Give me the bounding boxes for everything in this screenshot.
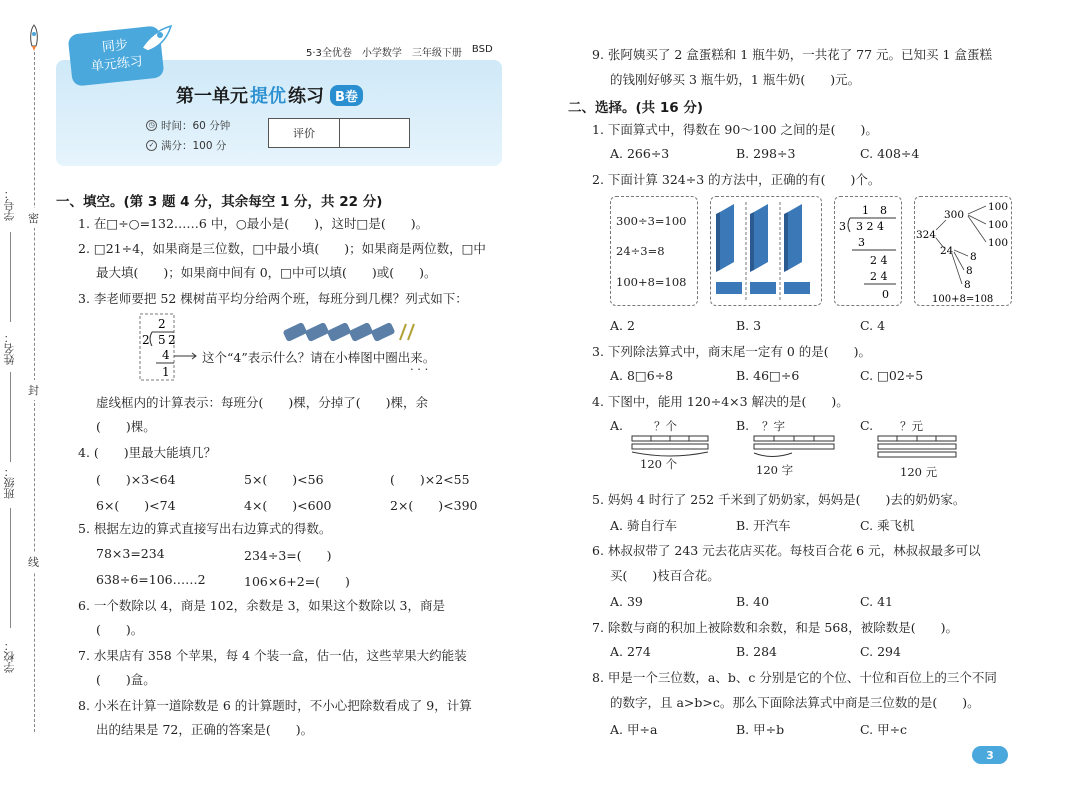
q4-item: 2×( )<390 (390, 498, 478, 513)
field-line-name[interactable] (10, 372, 11, 462)
c5-option-c[interactable]: C. 乘飞机 (860, 518, 915, 533)
q3-remainder: 1 (162, 365, 170, 379)
rocket-icon (26, 24, 42, 52)
question-2-6-line-1: 6. 林叔叔带了 243 元去花店买花。每枝百合花 6 元，林叔叔最多可以 (592, 543, 981, 558)
hundred-block (716, 204, 734, 272)
method-1-line: 300÷3=100 (616, 214, 687, 228)
tree-leaf: 8 (970, 251, 977, 263)
tree-branch-24: 24 (940, 245, 954, 257)
q4-item: 6×( )<74 (96, 498, 176, 513)
c8-option-a[interactable]: A. 甲÷a (610, 722, 658, 737)
c4-c-diagram (876, 432, 960, 462)
q4-item: 5×( )<56 (244, 472, 324, 487)
c2-option-a[interactable]: A. 2 (610, 318, 635, 333)
single-stick (408, 324, 414, 340)
q5-item: 638÷6=106……2 (96, 572, 206, 587)
section-1-heading: 一、填空。(第 3 题 4 分，其余每空 1 分，共 22 分) (56, 194, 383, 210)
paper-tag: B卷 (330, 85, 363, 106)
c4-a-bottom-label: 120 个 (640, 457, 678, 471)
field-line-id[interactable] (10, 232, 11, 322)
m3-step: 2 4 (870, 270, 888, 283)
question-2-8-line-2: 的数字，且 a>b>c。那么下面除法算式中商是三位数的是( )。 (610, 695, 980, 710)
question-1-2-line-2: 最大填( )；如果商中间有 0，□中可以填( )或( )。 (96, 265, 437, 280)
c6-option-c[interactable]: C. 41 (860, 594, 893, 609)
c4-c-bottom-label: 120 元 (900, 465, 938, 479)
c8-option-c[interactable]: C. 甲÷c (860, 722, 908, 737)
stick-bundle (326, 322, 351, 342)
time-row (146, 118, 230, 133)
m3-step: 3 (858, 236, 865, 249)
check-icon: ✓ (146, 140, 157, 151)
badge-line-1: 同步 (101, 37, 129, 56)
ten-rods (750, 282, 776, 294)
c7-option-a[interactable]: A. 274 (610, 644, 651, 659)
question-2-3: 3. 下列除法算式中，商末尾一定有 0 的是( )。 (592, 344, 872, 359)
grade-name: 三年级下册 (411, 48, 462, 59)
q4-item: ( )×2<55 (390, 472, 470, 487)
tree-leaf: 8 (966, 265, 973, 277)
m3-divisor: 3 (839, 220, 846, 233)
field-label-id: 学号： (3, 188, 16, 221)
q4-item: 4×( )<600 (244, 498, 332, 513)
evaluation-box (268, 118, 410, 148)
score-label: 满分：100 分 (161, 140, 227, 152)
c7-option-b[interactable]: B. 284 (736, 644, 777, 659)
seal-char-mid: 封 (28, 380, 39, 400)
field-label-school: 学校： (3, 640, 16, 673)
c6-option-b[interactable]: B. 40 (736, 594, 770, 609)
stick-bundle (282, 322, 307, 342)
c4-b-diagram (752, 432, 838, 460)
single-stick (400, 324, 406, 340)
tree-leaf: 100 (988, 237, 1009, 249)
unit-title (176, 82, 363, 108)
title-part-a: 第一单元 (176, 86, 248, 107)
cube-blocks (714, 202, 818, 300)
question-2-2: 2. 下面计算 324÷3 的方法中，正确的有( )个。 (592, 172, 881, 187)
evaluation-field[interactable] (340, 119, 409, 147)
c6-option-a[interactable]: A. 39 (610, 594, 643, 609)
question-1-7-line-1: 7. 水果店有 358 个苹果，每 4 个装一盒，估一估，这些苹果大约能装 (78, 648, 467, 663)
question-1-3-note: 这个“4”表示什么？请在小棒图中圈出来。 (202, 350, 436, 365)
section-2-heading: 二、选择。(共 16 分) (568, 100, 704, 116)
c4-b-top-label: ？字 (762, 419, 785, 433)
hundred-block (784, 204, 802, 272)
c7-option-c[interactable]: C. 294 (860, 644, 901, 659)
c4-option-c[interactable]: C. (860, 418, 874, 433)
question-1-4: 4. ( )里最大能填几？ (78, 445, 217, 460)
edition-name: BSD (471, 44, 493, 55)
m3-step: 0 (882, 288, 889, 301)
field-label-name: 姓名： (3, 332, 16, 365)
question-2-7: 7. 除数与商的积加上被除数和余数，和是 568，被除数是( )。 (592, 620, 958, 635)
c4-option-a[interactable]: A. (610, 418, 624, 433)
question-1-3-fill-2: ( )棵。 (96, 419, 156, 434)
question-1-5: 5. 根据左边的算式直接写出右边算式的得数。 (78, 521, 332, 536)
ten-rods (716, 282, 742, 294)
question-1-3-fill-1: 虚线框内的计算表示：每班分( )棵，分掉了( )棵，余 (96, 395, 429, 410)
ten-rods (784, 282, 810, 294)
question-1-8-line-2: 出的结果是 72，正确的答案是( )。 (96, 722, 314, 737)
c1-option-a[interactable]: A. 266÷3 (610, 146, 670, 161)
title-part-c: 练习 (288, 86, 324, 107)
question-2-5: 5. 妈妈 4 时行了 252 千米到了奶奶家，妈妈是( )去的奶奶家。 (592, 492, 966, 507)
question-2-4: 4. 下图中，能用 120÷4×3 解决的是( )。 (592, 394, 849, 409)
question-1-8-line-1: 8. 小米在计算一道除数是 6 的计算题时，不小心把除数看成了 9，计算 (78, 698, 472, 713)
badge-line-2: 单元练习 (90, 54, 144, 75)
question-2-8-line-1: 8. 甲是一个三位数，a、b、c 分别是它的个位、十位和百位上的三个不同 (592, 670, 997, 685)
c4-c-top-label: ？元 (900, 419, 923, 433)
tree-branch-300: 300 (944, 209, 965, 221)
question-1-6-line-1: 6. 一个数除以 4，商是 102，余数是 3，如果这个数除以 3，商是 (78, 598, 446, 613)
c1-option-b[interactable]: B. 298÷3 (736, 146, 796, 161)
clock-icon: ◷ (146, 120, 157, 131)
question-1-1: 1. 在□÷○=132……6 中，○最小是( )，这时□是( )。 (78, 216, 429, 231)
m3-quotient: 1 8 (862, 204, 887, 217)
q3-dots: · · · (410, 362, 429, 376)
score-row (146, 138, 226, 153)
question-2-1: 1. 下面算式中，得数在 90～100 之间的是( )。 (592, 122, 878, 137)
c4-a-diagram (630, 432, 712, 458)
seal-char-top: 密 (28, 208, 39, 228)
c3-option-b[interactable]: B. 46□÷6 (736, 368, 800, 383)
time-label: 时间：60 分钟 (161, 120, 231, 132)
question-1-9-line-2: 的钱刚好够买 3 瓶牛奶，1 瓶牛奶( )元。 (610, 72, 861, 87)
c3-option-a[interactable]: A. 8□6÷8 (610, 368, 674, 383)
q3-long-division (138, 312, 198, 384)
c5-option-b[interactable]: B. 开汽车 (736, 518, 791, 533)
field-label-class: 班级： (3, 466, 16, 499)
question-1-9-line-1: 9. 张阿姨买了 2 盒蛋糕和 1 瓶牛奶，一共花了 77 元。已知买 1 盒蛋糕 (592, 47, 992, 62)
question-1-2-line-1: 2. □21÷4，如果商是三位数，□中最小填( )；如果商是两位数，□中 (78, 241, 486, 256)
c8-option-b[interactable]: B. 甲÷b (736, 722, 785, 737)
stick-bundles (282, 316, 422, 348)
series-name: 5·3全优卷 (306, 48, 352, 59)
m3-step: 2 4 (870, 254, 888, 267)
q5-item: 234÷3=( ) (244, 548, 332, 563)
q4-item: ( )×3<64 (96, 472, 176, 487)
q3-divisor: 2 (142, 333, 150, 347)
m3-dividend: 3 2 4 (856, 220, 884, 233)
c2-option-b[interactable]: B. 3 (736, 318, 762, 333)
field-line-class[interactable] (10, 508, 11, 628)
c5-option-a[interactable]: A. 骑自行车 (610, 518, 677, 533)
tree-sum: 100+8=108 (932, 294, 994, 304)
q3-quotient: 2 (158, 317, 166, 331)
subject-name: 小学数学 (361, 48, 402, 59)
c4-b-bottom-label: 120 字 (756, 463, 794, 477)
method-1-line: 24÷3=8 (616, 244, 665, 258)
question-1-3: 3. 李老师要把 52 棵树苗平均分给两个班，每班分到几棵？列式如下： (78, 291, 468, 306)
evaluation-label: 评价 (269, 119, 340, 147)
page-number-badge: 3 (972, 746, 1008, 764)
title-part-b: 提优 (250, 86, 286, 107)
c2-option-c[interactable]: C. 4 (860, 318, 886, 333)
badge-rocket-icon (138, 24, 174, 52)
seal-char-bottom: 线 (28, 552, 39, 572)
q3-product: 4 (162, 348, 170, 362)
c4-a-top-label: ？个 (654, 419, 677, 433)
book-header (306, 44, 493, 59)
hundred-block (750, 204, 768, 272)
c1-option-c[interactable]: C. 408÷4 (860, 146, 920, 161)
question-1-6-line-2: ( )。 (96, 622, 144, 637)
q3-dividend-b: 2 (168, 333, 176, 347)
stick-bundle (370, 322, 395, 342)
q3-dividend-a: 5 (158, 333, 166, 347)
stick-bundle (304, 322, 329, 342)
tree-root: 324 (916, 229, 937, 241)
q5-item: 106×6+2=( ) (244, 574, 350, 589)
tree-leaf: 100 (988, 219, 1009, 231)
question-2-6-line-2: 买( )枝百合花。 (610, 568, 720, 583)
method-3-long-division (836, 200, 900, 304)
c4-option-b[interactable]: B. (736, 418, 750, 433)
q5-item: 78×3=234 (96, 546, 165, 561)
method-1-line: 100+8=108 (616, 275, 687, 289)
c3-option-c[interactable]: C. □02÷5 (860, 368, 924, 383)
question-1-7-line-2: ( )盒。 (96, 672, 156, 687)
decomposition-tree (914, 198, 1012, 304)
tree-leaf: 8 (964, 279, 971, 291)
stick-bundle (348, 322, 373, 342)
tree-leaf: 100 (988, 201, 1009, 213)
